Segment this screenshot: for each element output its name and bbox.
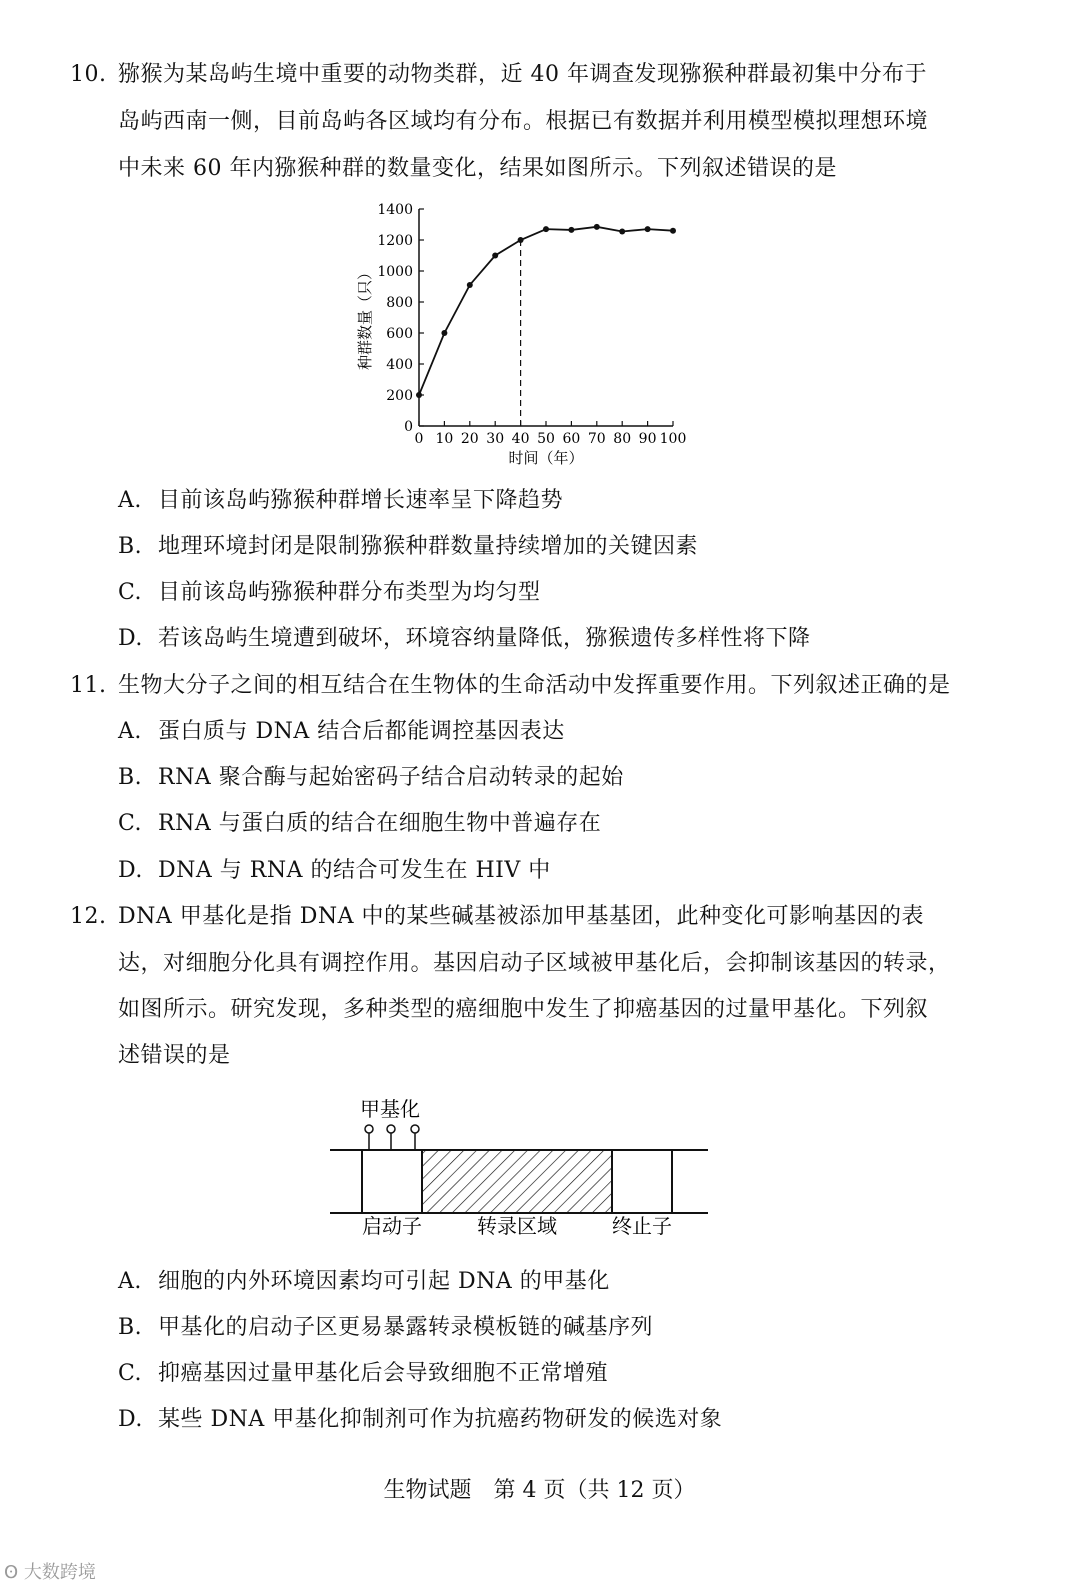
x-tick-label: 50 [537,431,555,447]
terminator-label: 终止子 [612,1214,672,1238]
methylation-label: 甲基化 [360,1097,420,1121]
y-tick-label: 1200 [377,233,413,249]
data-point [441,330,447,336]
population-line [419,227,673,395]
population-chart [340,195,720,480]
data-point [416,392,422,398]
data-point [594,224,600,230]
data-point [619,228,625,234]
promoter-label: 启动子 [362,1214,422,1238]
x-tick-label: 60 [562,431,581,447]
x-tick-label: 30 [486,431,505,447]
data-point [670,228,676,234]
y-tick-label: 800 [386,295,413,311]
q11-option-c[interactable]: C. RNA 与蛋白质的结合在细胞生物中普遍存在 [118,811,602,836]
q10-line-2: 岛屿西南一侧，目前岛屿各区域均有分布。根据已有数据并利用模型模拟理想环境 [118,109,929,134]
q11-option-d[interactable]: D. DNA 与 RNA 的结合可发生在 HIV 中 [118,858,551,883]
q10-number: 10. [70,62,107,87]
x-tick-label: 80 [613,431,632,447]
q12-option-c[interactable]: C. 抑癌基因过量甲基化后会导致细胞不正常增殖 [118,1361,609,1386]
x-tick-label: 70 [587,431,606,447]
y-axis-label: 种群数量（只） [356,264,374,371]
x-tick-label: 10 [435,431,454,447]
data-point [568,227,574,233]
dna-methylation-diagram [320,1090,720,1240]
x-tick-label: 90 [638,431,657,447]
q12-option-d[interactable]: D. 某些 DNA 甲基化抑制剂可作为抗癌药物研发的候选对象 [118,1407,723,1432]
q12-line-1: 12. DNA 甲基化是指 DNA 中的某些碱基被添加甲基基团，此种变化可影响基因的表 [70,902,924,932]
q10-option-c[interactable]: C. 目前该岛屿猕猴种群分布类型为均匀型 [118,580,541,605]
data-point [467,282,473,288]
q12-line-4: 述错误的是 [118,1043,231,1068]
y-tick-label: 1000 [377,264,413,280]
q10-option-a[interactable]: A. 目前该岛屿猕猴种群增长速率呈下降趋势 [118,488,564,513]
watermark-icon: ʘ [4,1562,24,1583]
y-tick-label: 200 [386,388,413,404]
data-point [518,237,524,243]
q12-line-3: 如图所示。研究发现，多种类型的癌细胞中发生了抑癌基因的过量甲基化。下列叙 [118,997,929,1022]
q11-number: 11. [70,673,107,698]
y-tick-label: 0 [404,419,413,435]
q10-line-3: 中未来 60 年内猕猴种群的数量变化，结果如图所示。下列叙述错误的是 [118,156,837,181]
page-footer: 生物试题 第 4 页（共 12 页） [383,1478,696,1503]
x-tick-label: 0 [414,431,424,447]
methyl-groups [365,1125,419,1150]
methyl-group-3 [411,1125,419,1133]
data-point [645,226,651,232]
transcription-region-label: 转录区域 [477,1214,557,1238]
q11-option-a[interactable]: A. 蛋白质与 DNA 结合后都能调控基因表达 [118,719,565,744]
q12-option-b[interactable]: B. 甲基化的启动子区更易暴露转录模板链的碱基序列 [118,1315,654,1340]
y-tick-label: 400 [386,357,413,373]
q10-option-b[interactable]: B. 地理环境封闭是限制猕猴种群数量持续增加的关键因素 [118,534,699,559]
x-tick-label: 20 [460,431,479,447]
q12-number: 12. [70,904,107,929]
methyl-group-2 [387,1125,395,1133]
q12-line-2: 达，对细胞分化具有调控作用。基因启动子区域被甲基化后，会抑制该基因的转录， [118,951,951,976]
transcription-region-box [422,1150,612,1213]
q10-line-1: 10. 猕猴为某岛屿生境中重要的动物类群，近 40 年调查发现猕猴种群最初集中分布于 [70,60,927,90]
x-tick-label: 100 [659,431,687,447]
q10-option-d[interactable]: D. 若该岛屿生境遭到破坏，环境容纳量降低，猕猴遗传多样性将下降 [118,626,811,651]
q12-option-a[interactable]: A. 细胞的内外环境因素均可引起 DNA 的甲基化 [118,1269,610,1294]
y-tick-label: 1400 [377,202,413,218]
y-tick-label: 600 [386,326,413,342]
methyl-group-1 [365,1125,373,1133]
x-axis-label: 时间（年） [508,449,584,467]
q11-line-1: 11. 生物大分子之间的相互结合在生物体的生命活动中发挥重要作用。下列叙述正确的是 [70,671,951,701]
watermark-logo: ʘ 大数跨境 [4,1562,96,1583]
q11-option-b[interactable]: B. RNA 聚合酶与起始密码子结合启动转录的起始 [118,765,624,790]
data-point [492,253,498,259]
x-tick-label: 40 [511,431,530,447]
data-point [543,226,549,232]
